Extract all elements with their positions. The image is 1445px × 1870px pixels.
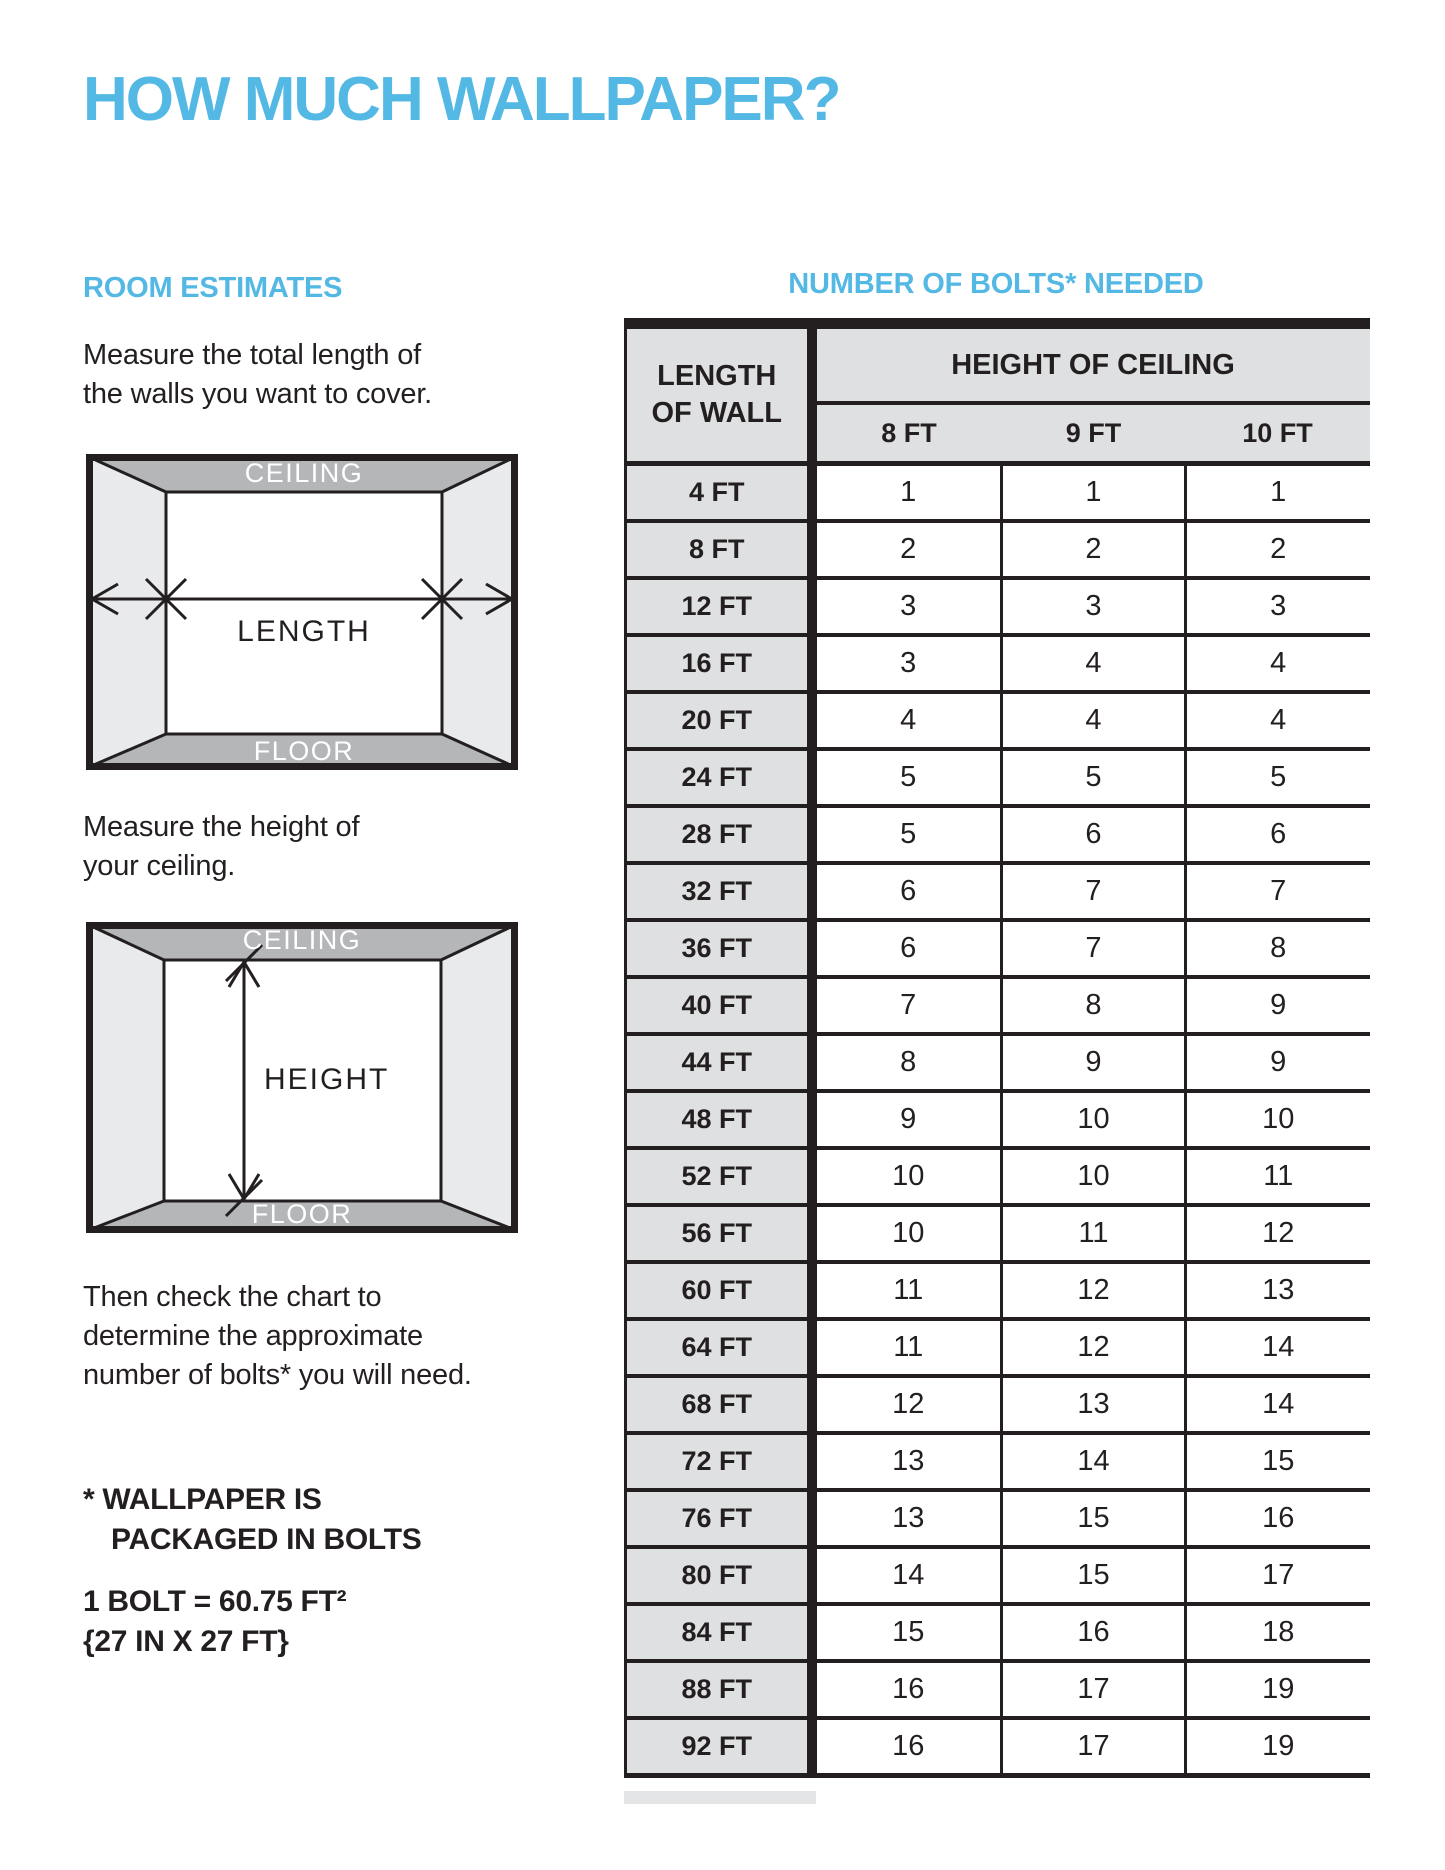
bolt-count-cell: 8 [812, 1034, 1002, 1091]
table-row [626, 578, 1370, 635]
bolt-count-cell: 14 [1186, 1319, 1370, 1376]
table-row [626, 635, 1370, 692]
wall-length-cell: 20 FT [626, 692, 812, 749]
wall-length-cell: 84 FT [626, 1604, 812, 1661]
wall-length-cell: 36 FT [626, 920, 812, 977]
table-row [626, 1661, 1370, 1718]
height-dimension-label: HEIGHT [264, 1063, 390, 1096]
bolt-count-cell: 4 [1002, 692, 1186, 749]
bolt-count-cell: 4 [1186, 635, 1370, 692]
bolt-count-cell: 14 [1002, 1433, 1186, 1490]
wall-length-cell: 40 FT [626, 977, 812, 1034]
step1-text [83, 336, 432, 414]
step1-line1: Measure the total length of [83, 339, 421, 371]
bolt-count-cell: 16 [812, 1661, 1002, 1718]
bolt-count-cell: 12 [1186, 1205, 1370, 1262]
wall-length-cell: 60 FT [626, 1262, 812, 1319]
table-row [626, 692, 1370, 749]
col-header-9ft: 9 FT [1002, 403, 1186, 464]
table-row [626, 1262, 1370, 1319]
diagram1-ceiling-label: CEILING [244, 458, 364, 488]
bolt-count-cell: 1 [812, 464, 1002, 522]
step1-line2: the walls you want to cover. [83, 378, 433, 410]
bolt-count-cell: 11 [812, 1262, 1002, 1319]
bolt-size-line2: {27 IN X 27 FT} [83, 1625, 289, 1658]
wall-length-cell: 48 FT [626, 1091, 812, 1148]
ceiling-height-diagram [86, 922, 518, 1233]
bolt-count-cell: 17 [1002, 1718, 1186, 1776]
wall-length-cell: 56 FT [626, 1205, 812, 1262]
bolt-count-cell: 10 [1186, 1091, 1370, 1148]
step3-line1: Then check the chart to [83, 1281, 382, 1313]
bolt-count-cell: 14 [812, 1547, 1002, 1604]
page-title: HOW MUCH WALLPAPER? [83, 65, 840, 134]
bolt-count-cell: 13 [1002, 1376, 1186, 1433]
bolt-count-cell: 19 [1186, 1718, 1370, 1776]
bolt-count-cell: 17 [1186, 1547, 1370, 1604]
bolt-count-cell: 16 [1002, 1604, 1186, 1661]
step2-text [83, 808, 359, 886]
wall-length-cell: 44 FT [626, 1034, 812, 1091]
table-row [626, 1604, 1370, 1661]
length-dimension-label: LENGTH [237, 615, 371, 648]
col-header-8ft: 8 FT [812, 403, 1002, 464]
bolt-count-cell: 2 [1186, 521, 1370, 578]
table-row [626, 977, 1370, 1034]
room-length-diagram [86, 454, 518, 770]
bolt-count-cell: 9 [812, 1091, 1002, 1148]
bolt-count-cell: 1 [1186, 464, 1370, 522]
bolt-count-cell: 14 [1186, 1376, 1370, 1433]
bolt-size-line1: 1 BOLT = 60.75 FT² [83, 1585, 347, 1618]
bolt-count-cell: 4 [812, 692, 1002, 749]
bolt-count-cell: 17 [1002, 1661, 1186, 1718]
bolt-count-cell: 8 [1002, 977, 1186, 1034]
bolt-count-cell: 7 [1186, 863, 1370, 920]
bolt-count-cell: 15 [1002, 1490, 1186, 1547]
table-row [626, 1718, 1370, 1776]
table-row [626, 1547, 1370, 1604]
bolt-count-cell: 15 [1002, 1547, 1186, 1604]
bolt-count-cell: 6 [812, 920, 1002, 977]
diagram2-ceiling-label: CEILING [242, 925, 362, 955]
footnote-line1: * WALLPAPER IS [83, 1483, 322, 1516]
row-header-title [626, 324, 812, 464]
bolt-count-cell: 9 [1186, 1034, 1370, 1091]
wall-length-cell: 80 FT [626, 1547, 812, 1604]
bolt-footnote [83, 1480, 421, 1560]
bolt-count-cell: 13 [1186, 1262, 1370, 1319]
table-row [626, 749, 1370, 806]
table-row [626, 1091, 1370, 1148]
bolt-count-cell: 8 [1186, 920, 1370, 977]
table-row [626, 1433, 1370, 1490]
bolt-count-cell: 5 [1186, 749, 1370, 806]
table-row [626, 521, 1370, 578]
diagram2-left-wall [89, 925, 164, 1230]
table-row [626, 1376, 1370, 1433]
bolt-count-cell: 13 [812, 1490, 1002, 1547]
bolt-count-cell: 6 [812, 863, 1002, 920]
table-heading: NUMBER OF BOLTS* NEEDED [788, 268, 1204, 300]
bolt-count-cell: 10 [1002, 1091, 1186, 1148]
bolt-count-cell: 9 [1002, 1034, 1186, 1091]
wall-length-cell: 52 FT [626, 1148, 812, 1205]
diagram1-back-wall [166, 492, 442, 734]
wall-length-cell: 24 FT [626, 749, 812, 806]
table-row [626, 1148, 1370, 1205]
table-left-column-stub [624, 1791, 816, 1804]
wall-length-cell: 68 FT [626, 1376, 812, 1433]
wall-length-cell: 88 FT [626, 1661, 812, 1718]
step3-line3: number of bolts* you will need. [83, 1359, 472, 1391]
footnote-line2: PACKAGED IN BOLTS [111, 1523, 422, 1556]
bolt-count-cell: 9 [1186, 977, 1370, 1034]
bolt-count-cell: 6 [1002, 806, 1186, 863]
bolt-count-cell: 5 [812, 806, 1002, 863]
bolt-count-cell: 4 [1186, 692, 1370, 749]
bolt-count-cell: 4 [1002, 635, 1186, 692]
table-row [626, 806, 1370, 863]
bolt-count-cell: 2 [1002, 521, 1186, 578]
bolt-count-cell: 11 [1186, 1148, 1370, 1205]
step3-line2: determine the approximate [83, 1320, 423, 1352]
wall-length-cell: 92 FT [626, 1718, 812, 1776]
bolt-count-cell: 3 [812, 635, 1002, 692]
table-row [626, 1034, 1370, 1091]
bolt-count-cell: 16 [1186, 1490, 1370, 1547]
table-row [626, 1205, 1370, 1262]
bolt-count-cell: 12 [1002, 1319, 1186, 1376]
table-row [626, 863, 1370, 920]
diagram2-floor-label: FLOOR [251, 1199, 353, 1229]
bolt-count-cell: 10 [812, 1148, 1002, 1205]
wall-length-cell: 4 FT [626, 464, 812, 522]
wall-length-cell: 32 FT [626, 863, 812, 920]
step3-text [83, 1278, 472, 1395]
bolt-count-cell: 15 [812, 1604, 1002, 1661]
bolt-count-cell: 2 [812, 521, 1002, 578]
diagram1-floor-label: FLOOR [253, 736, 355, 766]
bolt-count-cell: 13 [812, 1433, 1002, 1490]
wall-length-cell: 12 FT [626, 578, 812, 635]
table-row [626, 1490, 1370, 1547]
table-row [626, 920, 1370, 977]
wall-length-cell: 16 FT [626, 635, 812, 692]
wall-length-cell: 28 FT [626, 806, 812, 863]
col-header-10ft: 10 FT [1186, 403, 1370, 464]
table-row [626, 464, 1370, 522]
bolt-count-cell: 16 [812, 1718, 1002, 1776]
bolt-count-cell: 3 [812, 578, 1002, 635]
bolt-count-cell: 12 [1002, 1262, 1186, 1319]
bolt-count-cell: 11 [812, 1319, 1002, 1376]
bolt-count-cell: 1 [1002, 464, 1186, 522]
bolt-count-cell: 5 [1002, 749, 1186, 806]
bolt-count-cell: 19 [1186, 1661, 1370, 1718]
table-header-row [626, 324, 1370, 404]
step2-line2: your ceiling. [83, 850, 236, 882]
row-header-line2: OF WALL [651, 397, 782, 429]
bolt-count-cell: 12 [812, 1376, 1002, 1433]
bolts-needed-table [624, 318, 1370, 1778]
section-heading-room-estimates: ROOM ESTIMATES [83, 272, 343, 304]
bolt-count-cell: 10 [812, 1205, 1002, 1262]
table-row [626, 1319, 1370, 1376]
bolt-count-cell: 7 [1002, 920, 1186, 977]
bolt-count-cell: 18 [1186, 1604, 1370, 1661]
row-header-line1: LENGTH [657, 360, 777, 392]
wall-length-cell: 8 FT [626, 521, 812, 578]
bolt-count-cell: 7 [812, 977, 1002, 1034]
bolt-count-cell: 10 [1002, 1148, 1186, 1205]
bolt-count-cell: 3 [1186, 578, 1370, 635]
bolt-count-cell: 6 [1186, 806, 1370, 863]
wall-length-cell: 72 FT [626, 1433, 812, 1490]
bolt-size-info [83, 1582, 346, 1662]
bolt-count-cell: 5 [812, 749, 1002, 806]
bolt-count-cell: 3 [1002, 578, 1186, 635]
column-group-header: HEIGHT OF CEILING [812, 324, 1370, 404]
wall-length-cell: 64 FT [626, 1319, 812, 1376]
diagram2-right-wall [441, 925, 515, 1230]
step2-line1: Measure the height of [83, 811, 360, 843]
wall-length-cell: 76 FT [626, 1490, 812, 1547]
bolt-count-cell: 15 [1186, 1433, 1370, 1490]
bolt-count-cell: 7 [1002, 863, 1186, 920]
bolt-count-cell: 11 [1002, 1205, 1186, 1262]
